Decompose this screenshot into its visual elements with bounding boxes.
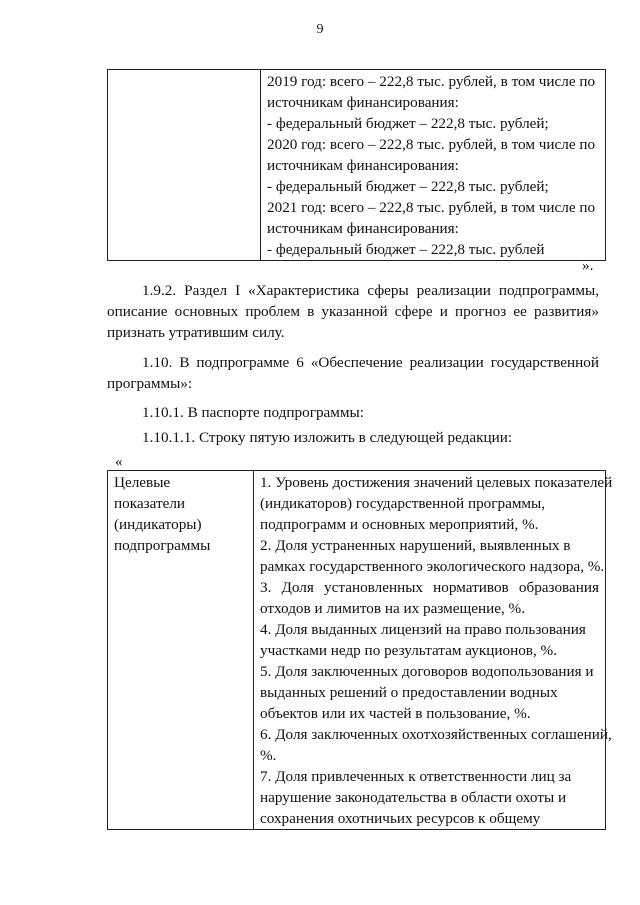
paragraph-1-10: 1.10. В подпрограмме 6 «Обеспечение реализации государственной программы»: [107, 354, 599, 392]
indicator-line: 3. Доля установленных нормативов образования [260, 579, 599, 596]
indicator-line: %. [260, 747, 277, 764]
indicator-line: выданных решений о предоставлении водных [260, 684, 558, 701]
page-number: 9 [316, 22, 324, 37]
indicators-label-line: показатели [114, 495, 186, 512]
indicator-line: 6. Доля заключенных охотхозяйственных соглашений, [260, 726, 612, 743]
financing-line: - федеральный бюджет – 222,8 тыс. рублей; [267, 115, 549, 132]
paragraph-1-9-2: 1.9.2. Раздел I «Характеристика сферы реализации подпрограммы, описание основных проблем в указанной сфере и прогноз ее развития» признать утратившим силу. [107, 282, 599, 341]
opening-quote: « [115, 453, 123, 470]
indicator-line: подпрограмм и основных мероприятий, %. [260, 516, 539, 533]
paragraph-1-10-1: 1.10.1. В паспорте подпрограммы: [142, 404, 364, 421]
indicator-line: 2. Доля устраненных нарушений, выявленных в [260, 537, 571, 554]
financing-table [107, 69, 606, 261]
financing-table-left-cell [108, 70, 261, 261]
indicator-line: отходов и лимитов на их размещение, %. [260, 600, 525, 617]
indicator-line: рамках государственного экологического надзора, %. [260, 558, 605, 575]
financing-line: 2019 год: всего – 222,8 тыс. рублей, в том числе по [267, 73, 596, 90]
financing-line: - федеральный бюджет – 222,8 тыс. рублей; [267, 178, 549, 195]
indicators-label-line: (индикаторы) [114, 516, 202, 533]
financing-line: источникам финансирования: [267, 157, 459, 174]
indicator-line: участками недр по результатам аукционов, %. [260, 642, 557, 659]
financing-table-right-cell [261, 70, 606, 261]
indicators-table [107, 470, 613, 830]
indicators-list-cell [254, 471, 613, 830]
indicator-line: 7. Доля привлеченных к ответственности лиц за [260, 768, 572, 785]
financing-line: - федеральный бюджет – 222,8 тыс. рублей [267, 241, 545, 258]
indicators-label-cell [108, 471, 254, 830]
financing-line: источникам финансирования: [267, 220, 459, 237]
indicator-line: 5. Доля заключенных договоров водопользования и [260, 663, 594, 680]
paragraph-1-10-1-1: 1.10.1.1. Строку пятую изложить в следующей редакции: [142, 429, 513, 446]
indicator-line: нарушение законодательства в области охоты и [260, 789, 567, 806]
indicators-label-line: Целевые [114, 474, 171, 491]
financing-line: 2021 год: всего – 222,8 тыс. рублей, в том числе по [267, 199, 596, 216]
indicator-line: 4. Доля выданных лицензий на право пользования [260, 621, 586, 638]
financing-line: 2020 год: всего – 222,8 тыс. рублей, в том числе по [267, 136, 596, 153]
indicator-line: объектов или их частей в пользование, %. [260, 705, 531, 722]
indicator-line: (индикаторов) государственной программы, [260, 495, 546, 512]
closing-quote: ». [582, 257, 594, 274]
financing-line: источникам финансирования: [267, 94, 459, 111]
indicator-line: сохранения охотничьих ресурсов к общему [260, 810, 541, 827]
indicators-label-line: подпрограммы [114, 537, 211, 554]
indicator-line: 1. Уровень достижения значений целевых показателей [260, 474, 613, 491]
